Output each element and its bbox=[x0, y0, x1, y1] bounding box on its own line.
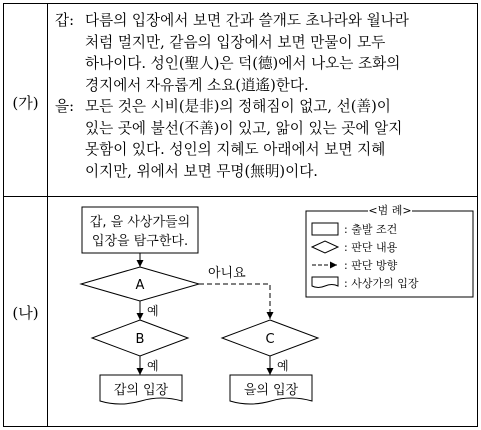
passage-line: 경지에서 자유롭게 소요(逍遙)한다. bbox=[85, 76, 309, 94]
passage-line: 이지만, 위에서 보면 무명(無明)이다. bbox=[85, 162, 318, 180]
yes-label-b: 예 bbox=[147, 359, 159, 373]
passage-gap bbox=[55, 10, 469, 96]
passage-line: 처럼 멀지만, 같음의 입장에서 보면 만물이 모두 bbox=[85, 33, 386, 51]
passage-line: 못함이 있다. 성인의 지혜도 아래에서 보면 지혜 bbox=[85, 141, 386, 159]
result-left-label: 갑의 입장 bbox=[113, 383, 169, 398]
no-label: 아니요 bbox=[208, 266, 246, 281]
arrow-a-no bbox=[199, 284, 270, 319]
legend-item-4: : 사상가의 입장 bbox=[344, 277, 419, 290]
decision-c-label: C bbox=[265, 332, 275, 347]
passage-line: 다름의 입장에서 보면 간과 쓸개도 초나라와 월나라 bbox=[85, 12, 409, 29]
speaker-eul-label: 을: bbox=[55, 98, 75, 115]
decision-a-label: A bbox=[135, 278, 145, 293]
row-label-a: (가) bbox=[12, 94, 39, 112]
passage-line: 있는 곳에 불선(不善)이 있고, 앎이 있는 곳에 알지 bbox=[85, 119, 403, 137]
legend-item-2: : 판단 내용 bbox=[344, 241, 398, 254]
start-text-line2: 입장을 탐구한다. bbox=[91, 234, 189, 249]
legend-item-1: : 출발 조건 bbox=[344, 223, 398, 236]
passage-line: 하나이다. 성인(聖人)은 덕(德)에서 나오는 조화의 bbox=[85, 55, 401, 73]
legend-title: <범 례> bbox=[368, 204, 412, 217]
legend-rect-symbol bbox=[312, 223, 338, 235]
passage-eul bbox=[55, 96, 469, 182]
start-text-line1: 갑, 을 사상가들의 bbox=[89, 215, 191, 230]
flowchart bbox=[48, 197, 478, 427]
speaker-gap-label: 갑: bbox=[55, 12, 75, 29]
yes-label-c: 예 bbox=[277, 359, 289, 373]
passage-line: 모든 것은 시비(是非)의 정해짐이 없고, 선(善)이 bbox=[85, 98, 391, 115]
result-right-label: 을의 입장 bbox=[243, 383, 299, 398]
row-label-b: (나) bbox=[12, 304, 39, 322]
legend-item-3: : 판단 방향 bbox=[344, 259, 398, 272]
decision-b-label: B bbox=[135, 332, 145, 347]
yes-label-a: 예 bbox=[147, 304, 159, 318]
